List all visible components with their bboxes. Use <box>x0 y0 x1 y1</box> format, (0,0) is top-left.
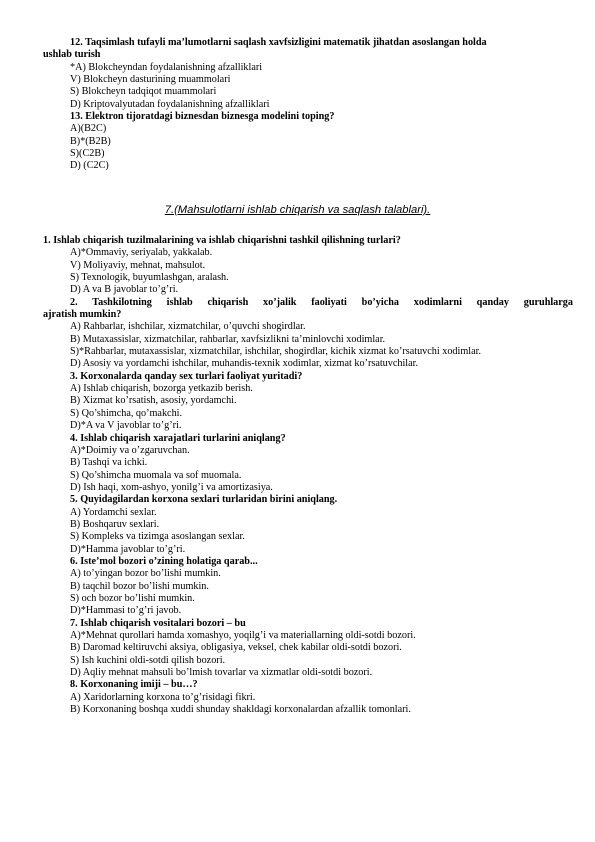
answer-option: D)*Hammasi to’g’ri javob. <box>70 605 182 617</box>
question-8: 8. Korxonaning imiji – bu…? <box>70 679 198 691</box>
question-2-line-1: 2. Tashkilotning ishlab chiqarish xo’jalik faoliyati bo’yicha xodimlarni qanday guruhlarga <box>70 296 573 308</box>
answer-option: S) Qo’shimcha muomala va sof muomala. <box>70 469 242 481</box>
answer-option: D) Kriptovalyutadan foydalanishning afzalliklari <box>70 98 270 110</box>
answer-option: V) Blokcheyn dasturining muammolari <box>70 74 231 86</box>
section-title: 7.(Mahsulotlarni ishlab chiqarish va saqlash talablari). <box>164 204 431 216</box>
answer-option: A) to’yingan bozor bo’lishi mumkin. <box>70 568 221 580</box>
question-12-line-2: ushlab turish <box>43 49 101 61</box>
answer-option: B) Tashqi va ichki. <box>70 457 148 469</box>
answer-option: A)(B2C) <box>70 123 107 135</box>
question-1: 1. Ishlab chiqarish tuzilmalarining va ishlab chiqarishni tashkil qilishning turlari? <box>43 235 401 246</box>
answer-option: D)*A va V javoblar to’g’ri. <box>70 420 182 432</box>
question-7: 7. Ishlab chiqarish vositalari bozori – bu <box>70 617 246 629</box>
answer-option: S) Kompleks va tizimga asoslangan sexlar. <box>70 531 245 543</box>
question-3: 3. Korxonalarda qanday sex turlari faoliyat yuritadi? <box>70 370 303 382</box>
answer-option: B) Korxonaning boshqa xuddi shunday shakldagi korxonalardan afzallik tomonlari. <box>70 704 411 716</box>
answer-option: D) Aqliy mehnat mahsuli bo’lmish tovarlar va xizmatlar oldi-sotdi bozori. <box>70 667 373 679</box>
answer-option: D) A va B javoblar to’g’ri. <box>70 284 179 296</box>
answer-option: *A) Blokcheyndan foydalanishning afzalliklari <box>70 61 263 73</box>
answer-option: A)*Doimiy va o’zgaruvchan. <box>70 444 190 456</box>
answer-option: A)*Ommaviy, seriyalab, yakkalab. <box>70 247 213 259</box>
answer-option: B) Daromad keltiruvchi aksiya, obligasiya, veksel, chek kabilar oldi-sotdi bozori. <box>70 642 402 654</box>
answer-option: S) Ish kuchini oldi-sotdi qilish bozori. <box>70 654 226 666</box>
answer-option: V) Moliyaviy, mehnat, mahsulot. <box>70 259 206 271</box>
answer-option: B) Xizmat ko’rsatish, asosiy, yordamchi. <box>70 395 237 407</box>
answer-option: D)*Hamma javoblar to’g’ri. <box>70 543 186 555</box>
question-4: 4. Ishlab chiqarish xarajatlari turlarini aniqlang? <box>70 432 286 444</box>
question-block-section-7 <box>43 235 573 716</box>
answer-option: B)*(B2B) <box>70 135 111 147</box>
answer-option: S)*Rahbarlar, mutaxassislar, xizmatchilar, ishchilar, shogirdlar, kichik xizmat ko’rsatuvchi xodimlar. <box>70 346 482 358</box>
answer-option: B) Mutaxassislar, xizmatchilar, rahbarlar, xavfsizlikni ta’minlovchi xodimlar. <box>70 333 386 345</box>
answer-option: B) taqchil bozor bo’lishi mumkin. <box>70 580 209 592</box>
answer-option: D) Ish haqi, xom-ashyo, yonilg’i va amortizasiya. <box>70 481 273 493</box>
answer-option: S) och bozor bo’lishi mumkin. <box>70 592 195 604</box>
answer-option: A) Ishlab chiqarish, bozorga yetkazib berish. <box>70 383 253 395</box>
question-12-line-1: 12. Taqsimlash tufayli ma’lumotlarni saqlash xavfsizligini matematik jihatdan asoslangan holda <box>70 37 487 48</box>
answer-option: A)*Mehnat qurollari hamda xomashyo, yoqilg’i va materiallarning oldi-sotdi bozori. <box>70 630 416 641</box>
answer-option: S) Texnologik, buyumlashgan, aralash. <box>70 272 229 284</box>
question-6: 6. Iste’mol bozori o’zining holatiga qarab... <box>70 555 258 567</box>
question-5: 5. Quyidagilardan korxona sexlari turlaridan birini aniqlang. <box>70 494 338 506</box>
answer-option: S) Qo’shimcha, qo’makchi. <box>70 407 183 419</box>
answer-option: S)(C2B) <box>70 148 105 160</box>
answer-option: S) Blokcheyn tadqiqot muammolari <box>70 86 217 98</box>
answer-option: D) (C2C) <box>70 160 109 172</box>
answer-option: B) Boshqaruv sexlari. <box>70 518 160 530</box>
answer-option: A) Rahbarlar, ishchilar, xizmatchilar, o’quvchi shogirdlar. <box>70 321 306 333</box>
question-13: 13. Elektron tijoratdagi biznesdan biznesga modelini toping? <box>70 111 335 123</box>
answer-option: A) Xaridorlarning korxona to’g’risidagi fikri. <box>70 691 256 703</box>
question-2-line-2: ajratish mumkin? <box>43 309 122 321</box>
answer-option: D) Asosiy va yordamchi ishchilar, muhandis-texnik xodimlar, xizmat ko’rsatuvchilar. <box>70 358 419 370</box>
question-block-top <box>43 37 573 173</box>
answer-option: A) Yordamchi sexlar. <box>70 506 157 518</box>
